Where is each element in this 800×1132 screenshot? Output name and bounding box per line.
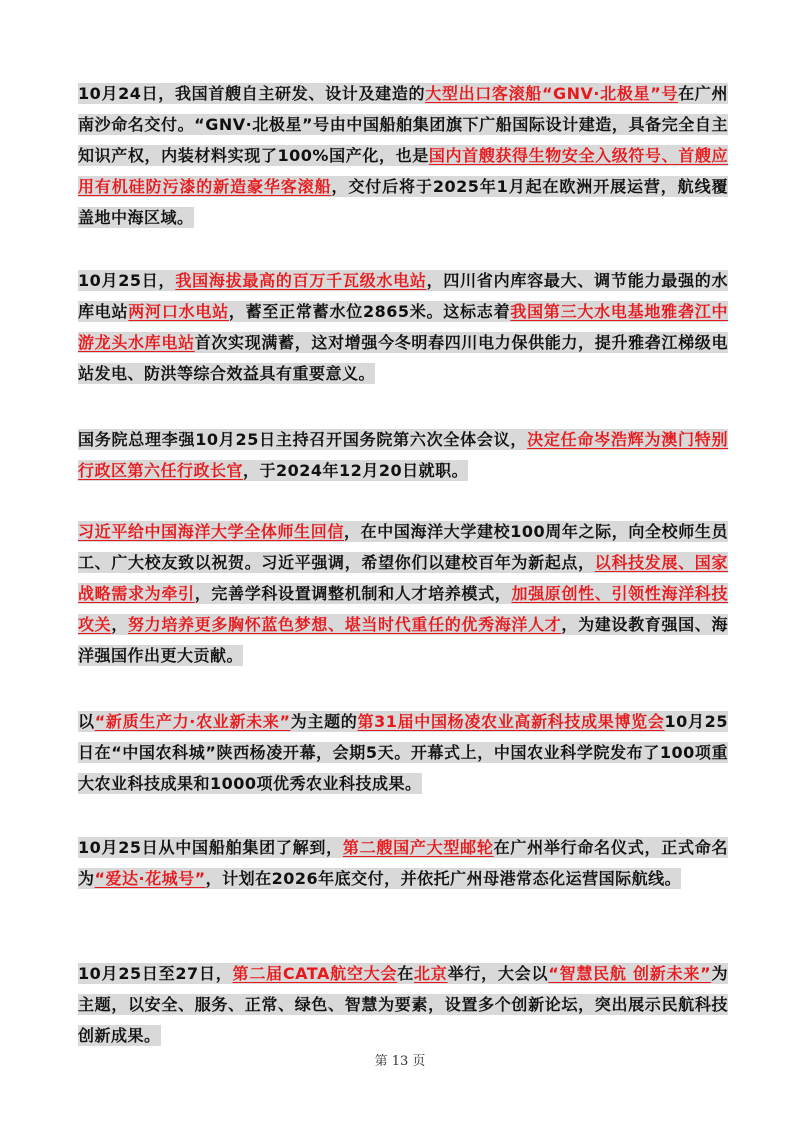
body-text: ，四川省内库容最大、调节能力最强的水库电站 bbox=[78, 271, 728, 321]
body-text: 在 bbox=[397, 964, 415, 983]
highlighted-text: 习近平给中国海洋大学全体师生回信 bbox=[78, 522, 344, 541]
paragraph-text bbox=[78, 270, 728, 384]
body-text: ，为建设教育强国、海洋强国作出更大贡献。 bbox=[78, 615, 728, 665]
paragraph-macau-appointment bbox=[78, 424, 728, 486]
page-number: 第 13 页 bbox=[374, 1054, 426, 1069]
paragraph-cruise-ship bbox=[78, 832, 728, 894]
highlighted-text: 我国第三大水电基地雅砻江中游龙头水库电站 bbox=[78, 302, 728, 352]
body-text: 为主题的 bbox=[290, 712, 358, 731]
body-text: 10月25日在“中国农科城”陕西杨凌开幕，会期5天。开幕式上，中国农业科学院发布了100项重大农业科技成果和1000项优秀农业科技成果。 bbox=[78, 712, 728, 793]
highlighted-text: 两河口水电站 bbox=[128, 302, 229, 321]
paragraph-gnv-ship bbox=[78, 78, 728, 233]
highlighted-text: 大型出口客滚船“GNV·北极星”号 bbox=[425, 84, 679, 103]
body-text: 10月25日至27日， bbox=[78, 964, 233, 983]
paragraph-text bbox=[78, 963, 728, 1046]
highlighted-text: 北京 bbox=[414, 964, 448, 983]
highlighted-text: 第二届CATA航空大会 bbox=[232, 964, 398, 983]
paragraph-text bbox=[78, 521, 728, 666]
paragraph-yangling-expo bbox=[78, 706, 728, 799]
paragraph-hydropower bbox=[78, 265, 728, 389]
paragraph-ocean-university bbox=[78, 516, 728, 671]
paragraph-cata-conference bbox=[78, 958, 728, 1051]
highlighted-text: “爱达·花城号” bbox=[94, 869, 206, 888]
body-text: ，在中国海洋大学建校100周年之际，向全校师生员工、广大校友致以祝贺。习近平强调，希望你们以建校百年为新起点， bbox=[78, 522, 728, 572]
body-text: 举行，大会以 bbox=[447, 964, 549, 983]
paragraph-text bbox=[78, 83, 728, 228]
body-text: 10月24日，我国首艘自主研发、设计及建造的 bbox=[78, 84, 426, 103]
paragraph-text bbox=[78, 711, 728, 794]
body-text: 10月25日， bbox=[78, 271, 176, 290]
highlighted-text: 加强原创性、引领性海洋科技攻关 bbox=[78, 584, 728, 634]
highlighted-text: 国内首艘获得生物安全入级符号、首艘应用有机硅防污漆的新造豪华客滚船 bbox=[78, 146, 728, 196]
body-text: ， bbox=[111, 615, 129, 634]
paragraph-text bbox=[78, 837, 728, 889]
highlighted-text: 努力培养更多胸怀蓝色梦想、堪当时代重任的优秀海洋人才 bbox=[128, 615, 562, 634]
body-text: 为主题，以安全、服务、正常、绿色、智慧为要素，设置多个创新论坛，突出展示民航科技创新成果。 bbox=[78, 964, 728, 1045]
paragraph-text bbox=[78, 429, 728, 481]
highlighted-text: 我国海拔最高的百万千瓦级水电站 bbox=[175, 271, 427, 290]
body-text: 在广州举行命名仪式，正式命名为 bbox=[78, 838, 728, 888]
body-text: 国务院总理李强10月25日主持召开国务院第六次全体会议， bbox=[78, 430, 528, 449]
body-text: ，交付后将于2025年1月起在欧洲开展运营，航线覆盖地中海区域。 bbox=[78, 177, 728, 227]
highlighted-text: 第二艘国产大型邮轮 bbox=[342, 838, 494, 857]
highlighted-text: “新质生产力·农业新未来” bbox=[94, 712, 291, 731]
highlighted-text: 以科技发展、国家战略需求为牵引 bbox=[78, 553, 728, 603]
body-text: ，完善学科设置调整机制和人才培养模式， bbox=[194, 584, 512, 603]
body-text: 10月25日从中国船舶集团了解到， bbox=[78, 838, 343, 857]
body-text: ，蓄至正常蓄水位2865米。这标志着 bbox=[228, 302, 511, 321]
body-text: 在广州南沙命名交付。“GNV·北极星”号由中国船舶集团旗下广船国际设计建造，具备完全自主知识产权，内装材料实现了100%国产化，也是 bbox=[78, 84, 728, 165]
highlighted-text: 第31届中国杨凌农业高新科技成果博览会 bbox=[357, 712, 665, 731]
body-text: ，计划在2026年底交付，并依托广州母港常态化运营国际航线。 bbox=[205, 869, 682, 888]
highlighted-text: “智慧民航 创新未来” bbox=[548, 964, 712, 983]
body-text: 首次实现满蓄，这对增强今冬明春四川电力保供能力，提升雅砻江梯级电站发电、防洪等综合效益具有重要意义。 bbox=[78, 333, 728, 383]
body-text: 以 bbox=[78, 712, 95, 731]
body-text: ，于2024年12月20日就职。 bbox=[243, 461, 469, 480]
highlighted-text: 决定任命岑浩辉为澳门特别行政区第六任行政长官 bbox=[78, 430, 728, 480]
